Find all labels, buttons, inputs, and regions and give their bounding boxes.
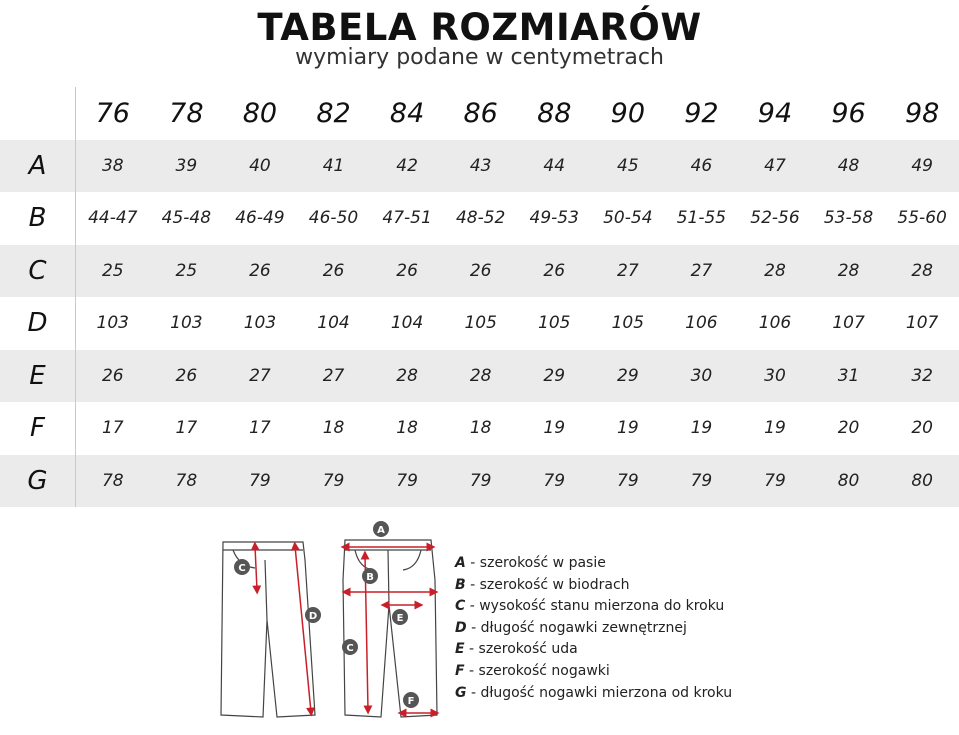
table-cell: 26 [249,260,271,281]
table-cell: 17 [175,418,198,439]
marker-f [403,692,419,708]
table-cell: 78 [175,470,198,491]
size-header: 92 [684,97,719,129]
table-row [0,455,959,508]
table-cell: 27 [617,260,639,281]
table-cell: 105 [464,313,497,334]
table-cell: 48 [837,155,860,176]
table-cell: 79 [249,470,271,491]
table-cell: 103 [243,313,277,334]
svg-text:E: E [396,613,404,624]
table-cell: 44 [543,155,566,176]
table-cell: 39 [175,155,198,176]
table-cell: 26 [543,260,566,281]
svg-text:A: A [377,525,385,536]
table-cell: 27 [690,260,713,281]
row-label: F [0,402,76,455]
table-cell: 26 [322,260,345,281]
table-cell: 40 [249,155,271,176]
row-label: D [0,297,76,350]
trousers-illustration [205,520,445,730]
table-cell: 29 [617,365,639,386]
table-cell: 105 [538,313,571,334]
table-cell: 79 [764,470,786,491]
table-cell: 50-54 [603,208,653,229]
table-cell: 27 [249,365,271,386]
table-cell: 19 [764,418,786,439]
size-header: 98 [904,97,940,129]
table-cell: 30 [764,365,786,386]
page-subtitle: wymiary podane w centymetrach [295,45,664,70]
row-label: B [0,192,76,245]
table-cell: 42 [396,155,418,176]
table-cell: 49-53 [529,208,579,229]
table-cell: 25 [175,260,198,281]
table-cell: 104 [390,313,424,334]
table-row [0,350,959,403]
table-cell: 79 [396,470,418,491]
table-cell: 41 [322,155,345,176]
table-cell: 31 [837,365,860,386]
svg-text:C: C [346,643,354,654]
table-cell: 79 [543,470,566,491]
table-cell: 28 [837,260,860,281]
size-header-row [0,87,959,140]
legend-item-d: D - długość nogawki zewnętrznej [455,619,687,636]
size-header: 88 [537,97,572,129]
table-cell: 45 [617,155,639,176]
table-cell: 80 [911,470,933,491]
table-cell: 17 [249,418,271,439]
table-cell: 43 [469,155,492,176]
legend-item-b: B - szerokość w biodrach [455,576,630,593]
table-cell: 32 [911,365,933,386]
size-header: 94 [757,97,793,129]
table-cell: 38 [101,155,124,176]
table-cell: 45-48 [161,208,212,229]
table-cell: 26 [469,260,492,281]
row-label: C [0,245,76,298]
size-header: 90 [610,97,645,129]
svg-text:F: F [407,696,415,707]
table-cell: 104 [317,313,350,334]
table-cell: 19 [543,418,566,439]
table-cell: 19 [617,418,639,439]
table-cell: 78 [101,470,124,491]
marker-a [373,521,389,537]
table-cell: 79 [322,470,345,491]
table-cell: 18 [469,418,492,439]
marker-b [362,568,378,584]
row-label: G [0,455,76,508]
table-row [0,192,959,245]
legend-item-a: A - szerokość w pasie [455,555,606,571]
table-row [0,245,959,298]
trousers-diagram [205,520,445,730]
size-header: 96 [831,97,866,129]
table-cell: 106 [758,313,792,334]
table-cell: 20 [911,418,933,439]
page-title: TABELA ROZMIARÓW [257,6,702,49]
size-header: 86 [463,97,498,129]
table-cell: 52-56 [750,208,800,229]
size-header: 76 [95,97,130,129]
table-cell: 105 [611,313,645,334]
table-cell: 28 [911,260,933,281]
marker-c-side [234,559,250,575]
table-cell: 28 [469,365,492,386]
table-cell: 49 [911,155,933,176]
table-cell: 79 [617,470,639,491]
table-row [0,297,959,350]
table-cell: 28 [396,365,418,386]
size-header: 80 [242,97,278,129]
table-cell: 107 [905,313,939,334]
table-cell: 25 [101,260,124,281]
legend-item-e: E - szerokość uda [455,641,578,658]
marker-d [305,607,321,623]
legend-item-c: C - wysokość stanu mierzona do kroku [455,598,725,615]
table-cell: 44-47 [88,208,138,229]
table-cell: 47-51 [382,208,432,229]
table-row [0,140,959,193]
table-cell: 106 [685,313,718,334]
table-cell: 30 [690,365,713,386]
table-cell: 29 [543,365,566,386]
table-cell: 20 [837,418,860,439]
table-cell: 27 [322,365,345,386]
table-cell: 55-60 [897,208,947,229]
svg-text:B: B [366,572,374,583]
table-cell: 79 [690,470,713,491]
legend-item-g: G - długość nogawki mierzona od kroku [455,684,733,701]
size-header: 78 [169,97,204,129]
measurement-legend [455,553,732,704]
table-cell: 46-50 [308,208,359,229]
table-cell: 48-52 [455,208,506,229]
table-cell: 79 [469,470,492,491]
table-cell: 103 [170,313,203,334]
svg-text:C: C [238,563,246,574]
size-header: 82 [316,97,351,129]
table-cell: 103 [96,313,129,334]
table-cell: 46-49 [235,208,285,229]
table-cell: 47 [764,155,786,176]
table-cell: 18 [396,418,418,439]
table-cell: 18 [322,418,345,439]
row-label: A [0,140,76,193]
table-cell: 26 [175,365,198,386]
size-table [0,87,959,507]
table-cell: 51-55 [676,208,727,229]
row-label: E [0,350,76,403]
table-cell: 19 [690,418,713,439]
svg-text:D: D [308,611,318,622]
table-cell: 80 [837,470,860,491]
table-cell: 17 [101,418,124,439]
corner-cell [0,87,76,140]
table-row [0,402,959,455]
marker-e [392,609,408,625]
table-cell: 46 [690,155,713,176]
table-cell: 107 [832,313,865,334]
table-cell: 53-58 [823,208,874,229]
table-cell: 26 [396,260,418,281]
marker-c-front [342,639,358,655]
legend-item-f: F - szerokość nogawki [455,662,610,679]
table-cell: 26 [101,365,124,386]
trousers-front-view [343,540,437,717]
table-cell: 28 [764,260,786,281]
size-header: 84 [389,97,425,129]
